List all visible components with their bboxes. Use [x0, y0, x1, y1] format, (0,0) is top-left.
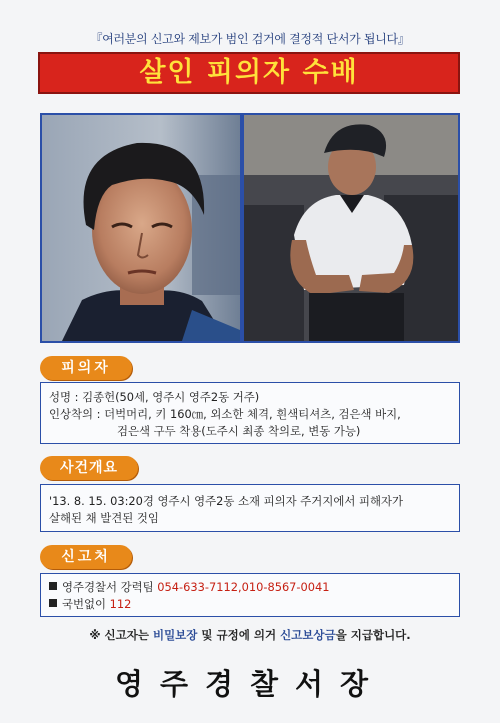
report-hotline-line: [49, 596, 451, 613]
suspect-appearance-line1: 인상착의 : 더벅머리, 키 160㎝, 외소한 체격, 흰색티셔츠, 검은색 바지,: [49, 407, 401, 421]
report-station-line: [49, 579, 451, 596]
issuer-footer: 영주경찰서장: [114, 667, 386, 701]
bullet-square-icon: [49, 582, 57, 590]
bullet-square-icon: [49, 599, 57, 607]
wanted-title-banner: 살인 피의자 수배: [38, 52, 460, 94]
section-label-incident: 사건개요: [40, 456, 138, 480]
section-label-report: 신고처: [40, 545, 132, 569]
report-hotline-number[interactable]: 112: [109, 597, 132, 611]
suspect-body-image: [244, 115, 458, 341]
report-hotline-prefix: 국번없이: [62, 597, 107, 611]
suspect-body-photo: [242, 113, 460, 343]
report-station-name: 영주경찰서 강력팀: [62, 580, 154, 594]
suspect-face-image: [42, 115, 240, 341]
incident-line1: '13. 8. 15. 03:20경 영주시 영주2동 소재 피의자 주거지에서 피해자가: [49, 494, 403, 508]
incident-info-box: [40, 484, 460, 532]
suspect-appearance-line2: 검은색 구두 착용(도주시 최종 착의로, 변동 가능): [117, 424, 361, 438]
incident-line2: 살해된 채 발견된 것임: [49, 511, 159, 525]
notice-part3: 및 규정에 의거: [197, 628, 281, 642]
section-label-suspect: 피의자: [40, 356, 132, 380]
report-station-phone[interactable]: 054-633-7112,010-8567-0041: [157, 580, 330, 594]
suspect-face-photo: [40, 113, 242, 343]
suspect-info-box: [40, 382, 460, 444]
notice-part5: 을 지급합니다.: [335, 628, 411, 642]
report-info-box: [40, 573, 460, 617]
suspect-name-line: 성명 : 김종헌(50세, 영주시 영주2동 거주): [49, 390, 260, 404]
reward-notice: [0, 627, 500, 643]
notice-confidentiality: 비밀보장: [152, 628, 198, 642]
notice-part1: ※ 신고자는: [89, 628, 153, 642]
tagline: 『여러분의 신고와 제보가 범인 검거에 결정적 단서가 됩니다』: [90, 32, 410, 46]
notice-reward: 신고보상금: [280, 628, 336, 642]
